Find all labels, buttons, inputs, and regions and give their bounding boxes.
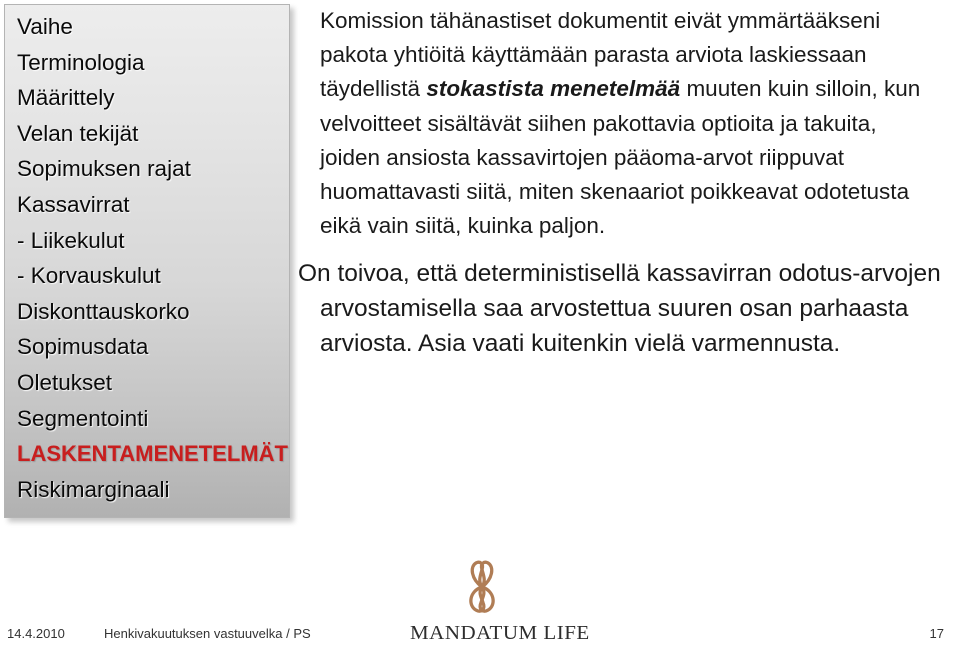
- sidebar-item-terminologia[interactable]: Terminologia: [17, 49, 145, 75]
- footer-title: Henkivakuutuksen vastuuvelka / PS: [104, 626, 311, 641]
- sidebar-item-riskimarginaali[interactable]: Riskimarginaali: [17, 477, 170, 503]
- paragraph-commission-text-2: muuten kuin silloin, kun velvoitteet sisältävät siihen pakottavia optioita ja takuita, joiden ansiosta kassavirtojen pääoma-arvot riippuvat huomattavasti siitä, miten skenaariot poikkeavat odotetusta eikä vain siitä, kuinka paljon.: [320, 76, 921, 239]
- slide-content: [298, 4, 954, 361]
- paragraph-commission: [298, 4, 942, 243]
- footer-date: 14.4.2010: [7, 626, 65, 641]
- sidebar-item-korvauskulut[interactable]: - Korvauskulut: [17, 263, 161, 289]
- sidebar-item-kassavirrat[interactable]: Kassavirrat: [17, 191, 130, 217]
- sidebar-item-laskentamenetelmat[interactable]: LASKENTAMENETELMÄT: [17, 441, 288, 467]
- footer-page-number: 17: [929, 626, 944, 641]
- sidebar-item-sopimusdata[interactable]: Sopimusdata: [17, 334, 149, 360]
- sidebar-item-sopimuksen-rajat[interactable]: Sopimuksen rajat: [17, 156, 191, 182]
- paragraph-commission-text-1: Komission tähänastiset dokumentit eivät ymmärtääkseni pakota yhtiöitä käyttämään parasta arviota laskiessaan täydellistä: [320, 8, 881, 102]
- sidebar-item-vaihe[interactable]: Vaihe: [17, 14, 73, 39]
- sidebar-item-liikekulut[interactable]: - Liikekulut: [17, 227, 125, 253]
- paragraph-commission-emphasis: stokastista menetelmää: [426, 76, 681, 102]
- sidebar-item-maarittely[interactable]: Määrittely: [17, 85, 115, 111]
- sidebar-item-oletukset[interactable]: Oletukset: [17, 369, 113, 395]
- sidebar-item-velan-tekijat[interactable]: Velan tekijät: [17, 120, 139, 146]
- sidebar-item-segmentointi[interactable]: Segmentointi: [17, 405, 149, 431]
- sidebar-item-diskonttauskorko[interactable]: Diskonttauskorko: [17, 298, 190, 324]
- footer-brand-logo: MANDATUM LIFE: [410, 621, 590, 644]
- mandatum-life-emblem-icon: [453, 558, 511, 616]
- paragraph-deterministic: On toivoa, että deterministisellä kassavirran odotus-arvojen arvostamisella saa arvostettua suuren osan parhaasta arviosta. Asia vaati kuitenkin vielä varmennusta.: [298, 260, 941, 358]
- sidebar-nav: [4, 4, 290, 518]
